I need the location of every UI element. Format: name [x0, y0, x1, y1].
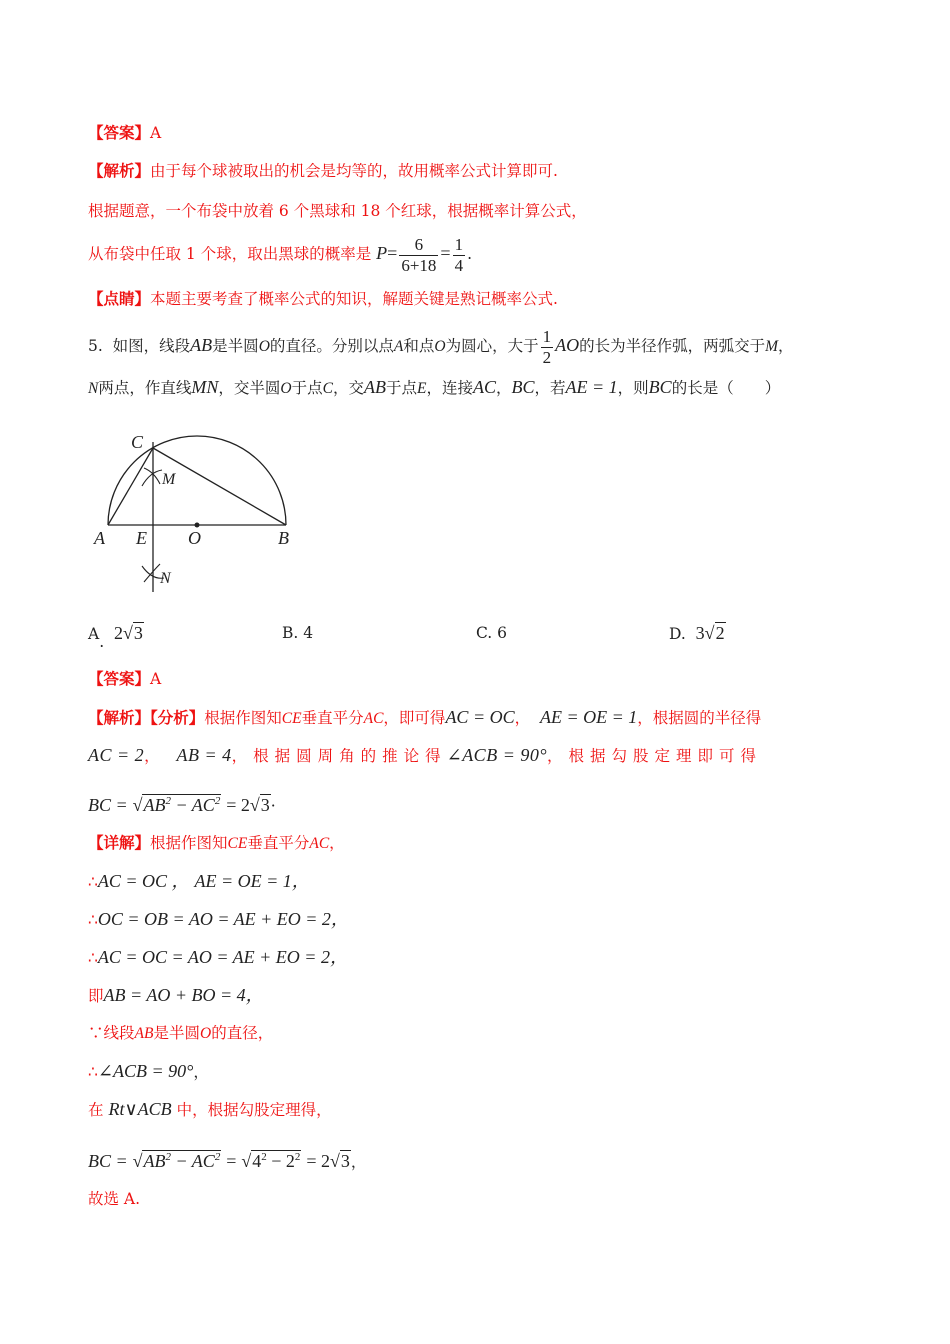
answer-tag: 【答案】 — [88, 123, 151, 142]
fraction-one-half: $\frac{1}{2}$ — [542, 326, 552, 367]
q5-detail-line1: 【详解】根据作图知CE垂直平分AC， — [88, 833, 345, 852]
arc-mark-n-2 — [144, 564, 160, 582]
q4-answer-line — [88, 120, 161, 146]
q5-stem-line1: 5. 如图，线段AB是半圆O的直径。分别以点A和点O为圆心，大于 $\frac{1}{2}$ AO的长为半径作弧，两弧交于M， — [88, 326, 794, 367]
q5-detail-line7: ∴∠ACB = 90°， — [88, 1061, 209, 1081]
q5-detail-line9: BC = $√AB^2 - AC^2 = √4^2 - 2^2 = 2√3$， — [88, 1151, 367, 1171]
q5-stem-line2: N两点，作直线MN，交半圆O于点C，交AB于点E，连接AC，BC，若AE = 1，则BC的长是（ ） — [88, 377, 781, 397]
q5-detail-line3: ∴OC = OB = AO = AE + EO = 2， — [88, 909, 349, 929]
question-number: 5. — [88, 337, 103, 355]
fraction-6-over-24: $\frac{6}{6+18}$ — [401, 234, 437, 275]
q5-analysis-line1: 【解析】【分析】根据作图知CE垂直平分AC，即可得AC = OC， AE = OE = 1，根据圆的半径得 — [88, 707, 762, 727]
label-o: O — [188, 528, 201, 548]
q5-detail-line6: ∵线段AB是半圆O的直径， — [88, 1024, 274, 1042]
q5-detail-line5: 即AB = AO + BO = 4， — [88, 985, 264, 1005]
q4-analysis-line: 【解析】由于每个球被取出的机会是均等的，故用概率公式计算即可. — [88, 161, 558, 180]
q4-line2: 从布袋中任取 1 个球，取出黑球的概率是 P= $\frac{6}{6+18}$ = $\frac{1}{4}$ . — [88, 234, 472, 275]
q5-detail-line4: ∴AC = OC = AO = AE + EO = 2， — [88, 947, 348, 967]
option-b[interactable]: B. 4 — [282, 624, 314, 642]
q5-final-line: 故选 A. — [88, 1190, 141, 1208]
label-n: N — [160, 570, 171, 587]
option-a[interactable]: A. 2√3 — [88, 623, 143, 651]
q5-answer-line: 【答案】A — [88, 669, 162, 688]
label-a: A — [94, 528, 105, 548]
option-c[interactable]: C. 6 — [476, 624, 508, 642]
q5-detail-line2: ∴AC = OC ， AE = OE = 1， — [88, 871, 310, 891]
center-point-o — [195, 523, 200, 528]
q4-comment-line: 【点睛】本题主要考查了概率公式的知识，解题关键是熟记概率公式. — [88, 289, 558, 308]
semicircle-figure — [80, 420, 320, 600]
label-m: M — [162, 471, 176, 488]
label-c: C — [131, 432, 144, 452]
fraction-1-over-4: $\frac{1}{4}$ — [454, 234, 464, 275]
q4-line1: 根据题意，一个布袋中放着 6 个黑球和 18 个红球，根据概率计算公式， — [88, 202, 587, 220]
label-b: B — [278, 528, 289, 548]
answer-value: A — [150, 124, 162, 142]
arc-mark-m-2 — [144, 468, 160, 484]
q5-analysis-line2: AC = 2， AB = 4，根据圆周角的推论得∠ACB = 90°，根据勾股定理即可得 — [88, 745, 763, 765]
label-e: E — [136, 528, 147, 548]
analysis-tag: 【解析】 — [88, 161, 151, 180]
q5-analysis-line3: BC = $√AB^2 - AC^2 = 2√3\cdot$ — [88, 795, 276, 815]
option-d[interactable]: D. 3√2 — [669, 623, 725, 643]
segment-ac — [108, 448, 153, 525]
q5-detail-line8: 在 Rt∨ACB 中，根据勾股定理得， — [88, 1099, 332, 1119]
comment-tag: 【点睛】 — [88, 289, 151, 308]
